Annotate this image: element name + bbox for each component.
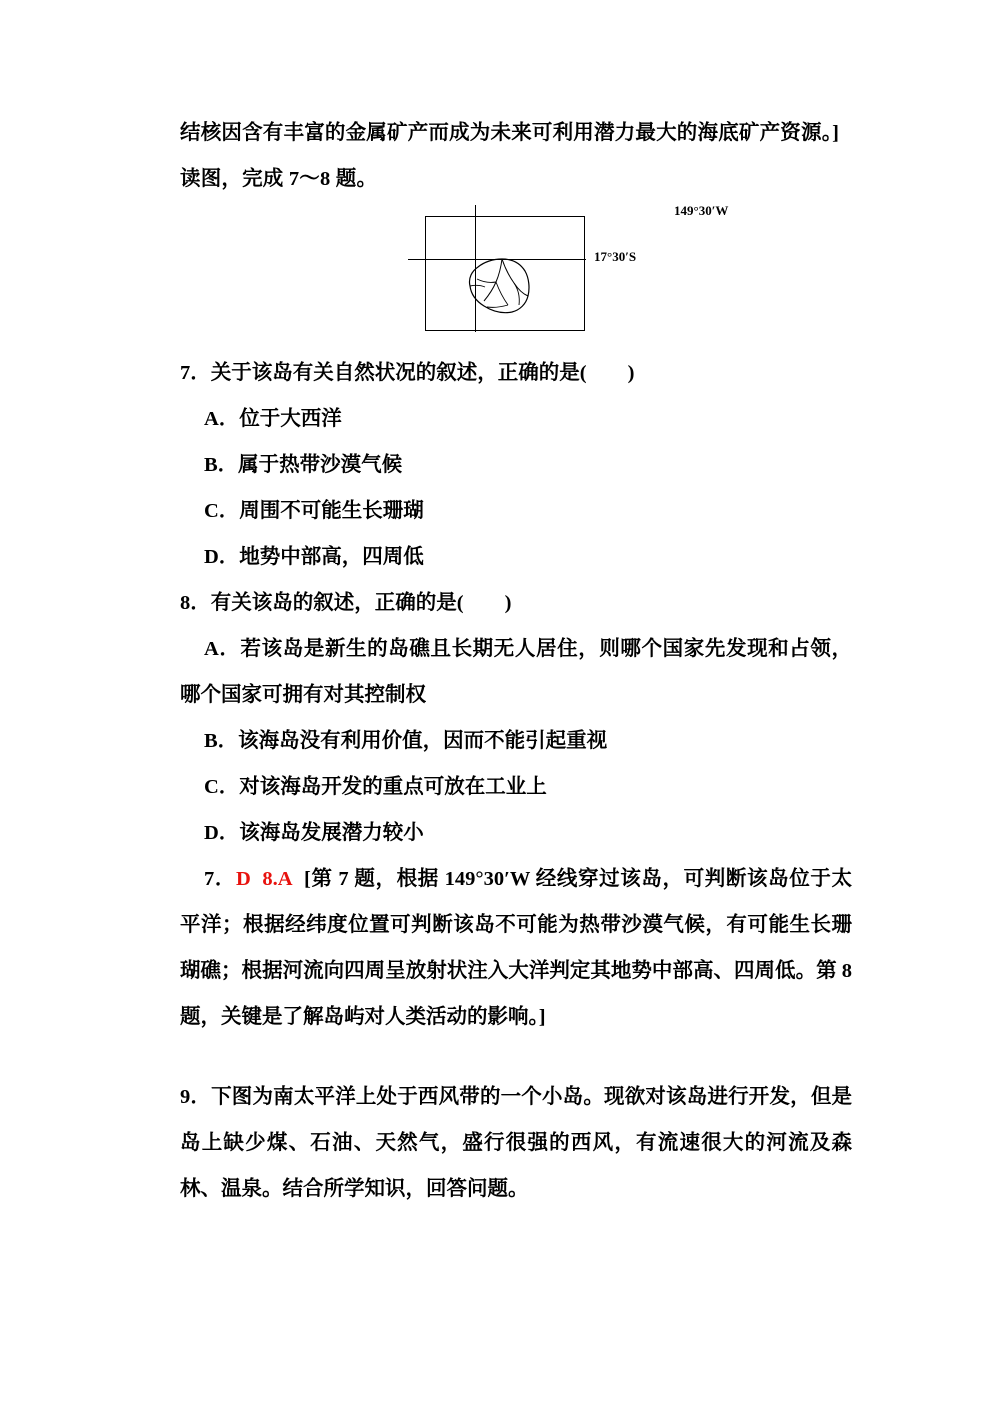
question-8-option-b: B．该海岛没有利用价值，因而不能引起重视 <box>204 730 608 752</box>
question-7-option-d: D．地势中部高，四周低 <box>204 546 424 568</box>
map-meridian-tick <box>475 205 476 217</box>
island-outline-icon <box>446 245 566 325</box>
map-longitude-label: 149°30′W <box>674 203 729 218</box>
question-8-option-d: D．该海岛发展潜力较小 <box>204 822 424 844</box>
answer-8-value: 8.A <box>262 868 293 890</box>
map-figure <box>180 203 852 346</box>
answer-explanation-block <box>180 856 852 1040</box>
question-7-option-c: C．周围不可能生长珊瑚 <box>204 500 424 522</box>
answer-7-value: D <box>236 868 251 890</box>
answer-7-label: 7． <box>204 868 237 890</box>
map-parallel-tick-left <box>408 259 426 260</box>
question-8-option-c: C．对该海岛开发的重点可放在工业上 <box>204 776 547 798</box>
answer-explanation-text: [第 7 题，根据 149°30′W 经线穿过该岛，可判断该岛位于太平洋；根据经纬度位置可判断该岛不可能为热带沙漠气候，有可能生长珊瑚礁；根据河流向四周呈放射状注入大洋判定其地势中部高、四周低。第 8 题，关键是了解岛屿对人类活动的影响。] <box>180 868 853 1028</box>
question-7-stem: 7．关于该岛有关自然状况的叙述，正确的是( ) <box>180 362 635 384</box>
read-instruction: 读图，完成 7～8 题。 <box>180 168 378 190</box>
map-frame <box>425 203 729 331</box>
question-8-option-a: A．若该岛是新生的岛礁且长期无人居住，则哪个国家先发现和占领，哪个国家可拥有对其控制权 <box>180 638 852 706</box>
question-7-option-b: B．属于热带沙漠气候 <box>204 454 403 476</box>
question-9-paragraph: 9．下图为南太平洋上处于西风带的一个小岛。现欲对该岛进行开发，但是岛上缺少煤、石油、天然气，盛行很强的西风，有流速很大的河流及森林、温泉。结合所学知识，回答问题。 <box>180 1086 852 1200</box>
page-content <box>180 110 852 1212</box>
question-7-option-a: A．位于大西洋 <box>204 408 342 430</box>
question-8-stem: 8．有关该岛的叙述，正确的是( ) <box>180 592 512 614</box>
intro-paragraph-tail: 结核因含有丰富的金属矿产而成为未来可利用潜力最大的海底矿产资源。] <box>180 122 840 144</box>
map-latitude-label: 17°30′S <box>594 249 637 264</box>
